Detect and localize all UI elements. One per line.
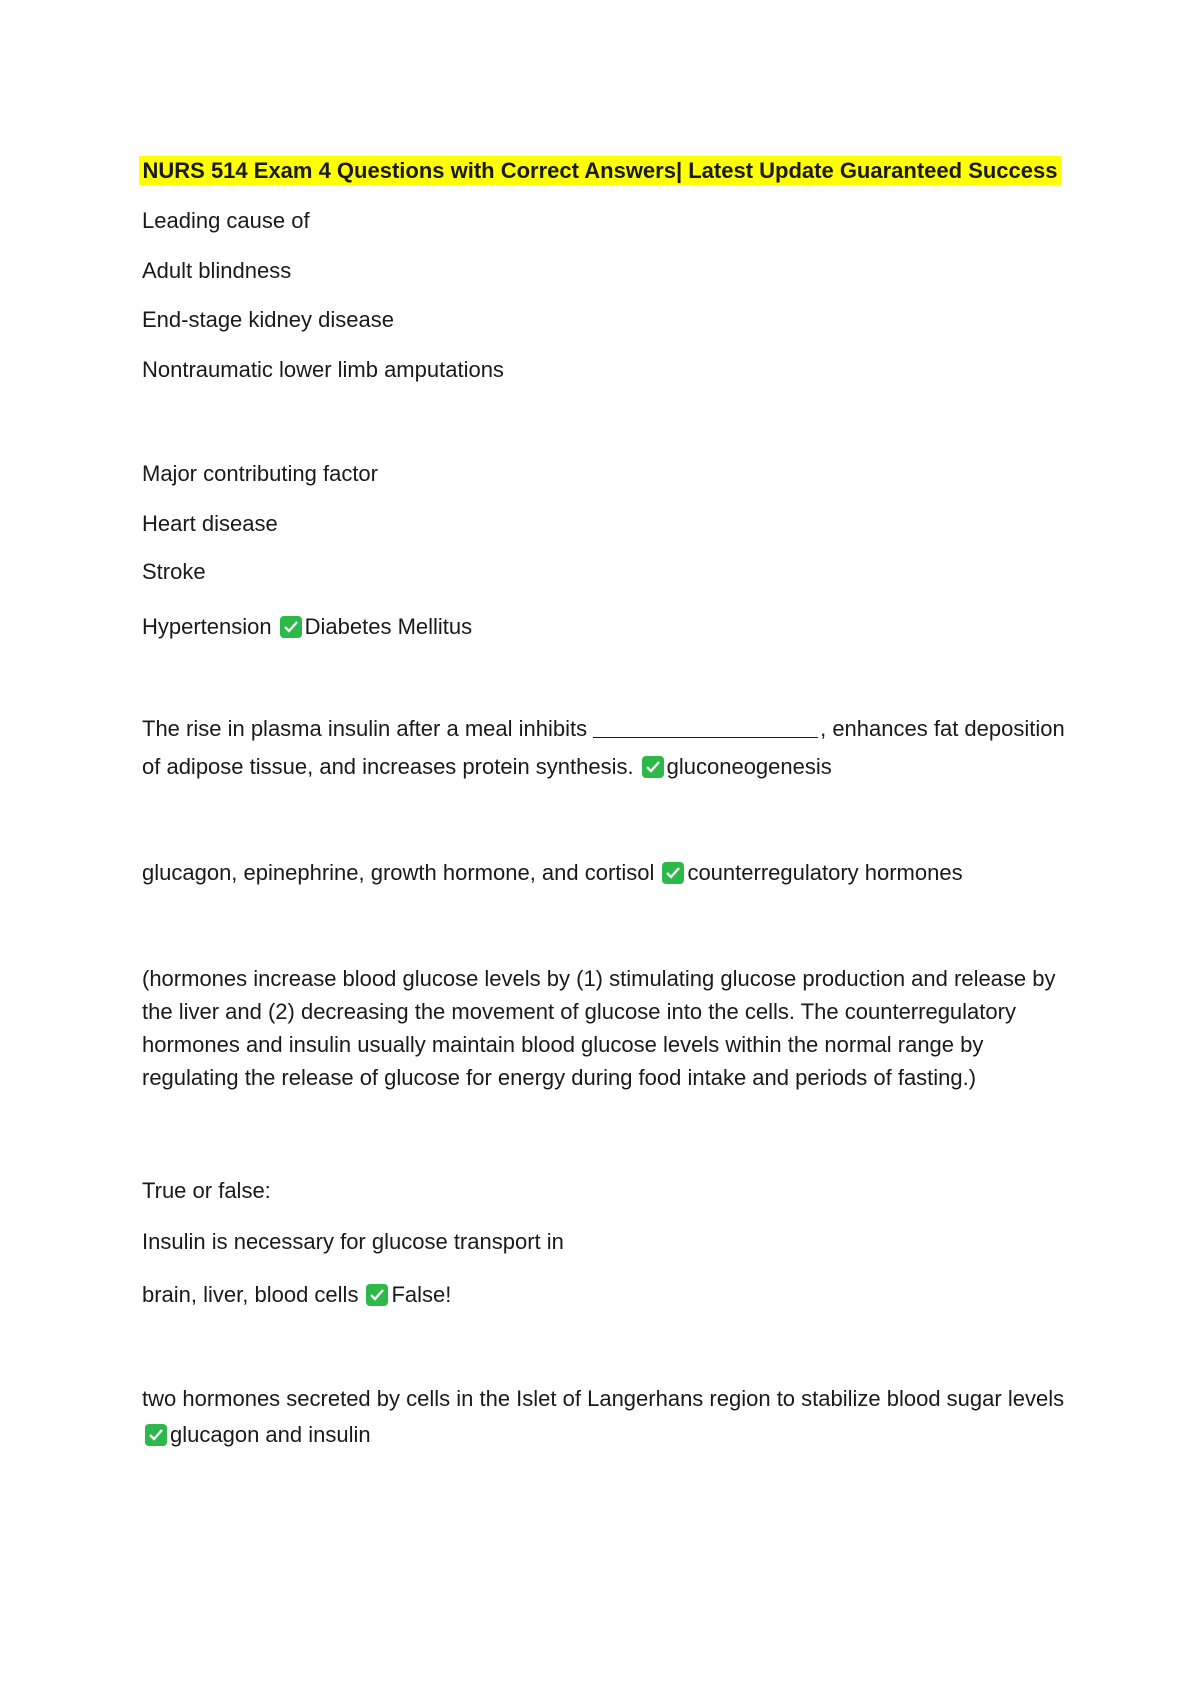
q2-answer: Diabetes Mellitus — [304, 614, 473, 639]
checkmark-icon — [366, 1284, 388, 1306]
checkmark-icon — [662, 862, 684, 884]
q3-answer: gluconeogenesis — [666, 754, 832, 779]
q6-line-1: two hormones secreted by cells in the Islet of Langerhans region to stabilize blood sugar levels — [142, 1386, 1065, 1411]
q3-line-1 — [142, 716, 1065, 742]
q2-question-text: Hypertension — [142, 614, 272, 639]
q6-line-2 — [142, 1422, 371, 1448]
q3-text-part3: of adipose tissue, and increases protein synthesis. — [142, 754, 634, 779]
q2-line-4 — [142, 614, 472, 640]
q5-line-3 — [142, 1282, 451, 1308]
q3-text-part2: , enhances fat deposition — [820, 716, 1065, 741]
q4-answer: counterregulatory hormones — [687, 860, 963, 885]
title-highlight: NURS 514 Exam 4 Questions with Correct Answers| Latest Update Guaranteed Success — [139, 156, 1062, 185]
q3-line-2 — [142, 754, 832, 780]
q2-line-1: Major contributing factor — [142, 461, 378, 486]
q4-question-text: glucagon, epinephrine, growth hormone, and cortisol — [142, 860, 655, 885]
explanation-paragraph: (hormones increase blood glucose levels by (1) stimulating glucose production and release by the liver and (2) decreasing the movement of glucose into the cells. The counterregulatory hormones and insulin usually maintain blood glucose levels within the normal range by regulating the release of glucose for energy during food intake and periods of fasting.) — [142, 966, 1056, 1090]
checkmark-icon — [280, 616, 302, 638]
fill-in-blank — [593, 719, 818, 738]
document-title — [0, 156, 1200, 186]
q1-line-2: Adult blindness — [142, 258, 292, 283]
q1-line-1: Leading cause of — [142, 208, 310, 233]
q4-line — [142, 860, 963, 886]
q2-line-3: Stroke — [142, 559, 206, 584]
q5-answer: False! — [391, 1282, 452, 1307]
q1-line-3: End-stage kidney disease — [142, 307, 394, 332]
q3-text-part1: The rise in plasma insulin after a meal inhibits — [142, 716, 588, 741]
q5-question-text: brain, liver, blood cells — [142, 1282, 359, 1307]
q5-line-1: True or false: — [142, 1178, 271, 1203]
q5-line-2: Insulin is necessary for glucose transport in — [142, 1229, 564, 1254]
q6-answer: glucagon and insulin — [170, 1422, 371, 1447]
q1-line-4: Nontraumatic lower limb amputations — [142, 357, 504, 382]
checkmark-icon — [642, 756, 664, 778]
checkmark-icon — [145, 1424, 167, 1446]
q2-line-2: Heart disease — [142, 511, 278, 536]
